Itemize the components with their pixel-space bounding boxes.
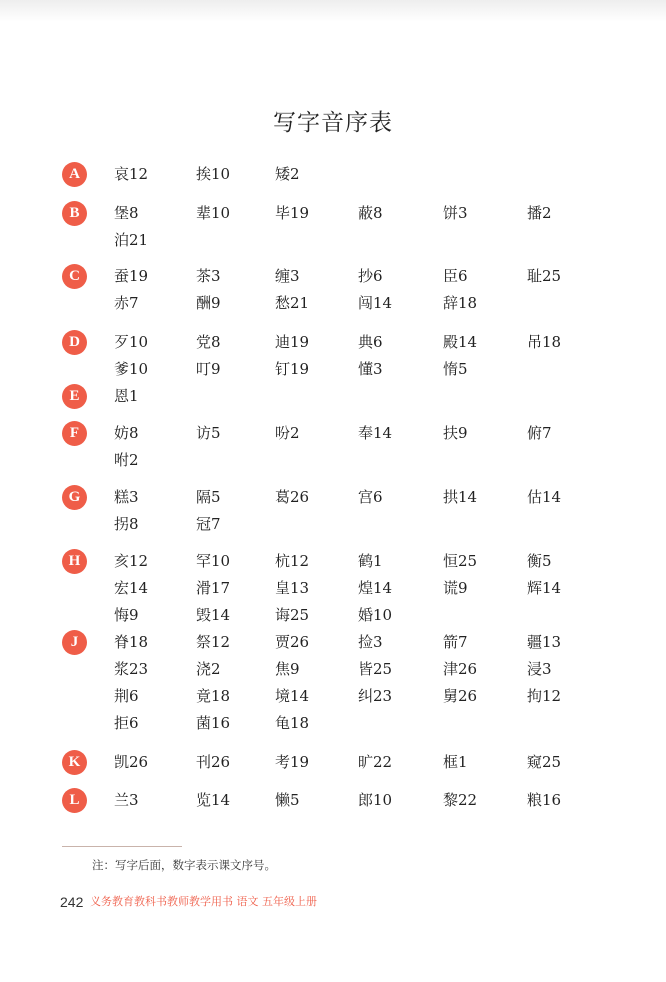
character-entry: 臣6 (443, 267, 468, 285)
character-entry: 抄6 (358, 267, 383, 285)
character-entry: 歹10 (114, 333, 149, 351)
character-entry: 窥25 (527, 753, 562, 771)
character-entry: 津26 (443, 660, 478, 678)
character-entry: 皇13 (275, 579, 310, 597)
character-entry: 咐2 (114, 451, 139, 469)
character-entry: 旷22 (358, 753, 393, 771)
character-entry: 泊21 (114, 231, 149, 249)
character-entry: 考19 (275, 753, 310, 771)
letter-badge-j: J (62, 630, 87, 655)
character-entry: 俯7 (527, 424, 552, 442)
character-entry: 典6 (358, 333, 383, 351)
letter-badge-h: H (62, 549, 87, 574)
book-title: 义务教育教科书教师教学用书 语文 五年级上册 (90, 895, 317, 908)
character-entry: 惰5 (443, 360, 468, 378)
character-entry: 懒5 (275, 791, 300, 809)
character-entry: 耻25 (527, 267, 562, 285)
letter-badge-e: E (62, 384, 87, 409)
character-entry: 脊18 (114, 633, 149, 651)
character-entry: 酬9 (196, 294, 221, 312)
character-entry: 浆23 (114, 660, 149, 678)
footnote: 注：写字后面，数字表示课文序号。 (92, 858, 276, 872)
character-entry: 叮9 (196, 360, 221, 378)
character-entry: 宏14 (114, 579, 149, 597)
character-entry: 拐8 (114, 515, 139, 533)
character-entry: 浇2 (196, 660, 221, 678)
character-entry: 毁14 (196, 606, 231, 624)
character-entry: 菌16 (196, 714, 231, 732)
character-entry: 钉19 (275, 360, 310, 378)
character-entry: 祭12 (196, 633, 231, 651)
character-entry: 恩1 (114, 387, 139, 405)
letter-badge-f: F (62, 421, 87, 446)
character-entry: 缠3 (275, 267, 300, 285)
character-entry: 粮16 (527, 791, 562, 809)
character-entry: 杭12 (275, 552, 310, 570)
letter-badge-b: B (62, 201, 87, 226)
character-entry: 悔9 (114, 606, 139, 624)
footnote-rule (62, 846, 182, 847)
character-entry: 愁21 (275, 294, 310, 312)
character-entry: 毕19 (275, 204, 310, 222)
character-entry: 纠23 (358, 687, 393, 705)
character-entry: 贾26 (275, 633, 310, 651)
character-entry: 吊18 (527, 333, 562, 351)
character-entry: 览14 (196, 791, 231, 809)
character-entry: 捡3 (358, 633, 383, 651)
character-entry: 衡5 (527, 552, 552, 570)
character-entry: 拘12 (527, 687, 562, 705)
page-title: 写字音序表 (273, 110, 393, 136)
character-entry: 蔽8 (358, 204, 383, 222)
character-entry: 滑17 (196, 579, 231, 597)
character-entry: 奉14 (358, 424, 393, 442)
character-entry: 茶3 (196, 267, 221, 285)
character-entry: 糕3 (114, 488, 139, 506)
character-entry: 吩2 (275, 424, 300, 442)
character-entry: 拱14 (443, 488, 478, 506)
character-entry: 煌14 (358, 579, 393, 597)
character-entry: 扶9 (443, 424, 468, 442)
letter-badge-a: A (62, 162, 87, 187)
character-entry: 婚10 (358, 606, 393, 624)
character-entry: 黎22 (443, 791, 478, 809)
character-entry: 辞18 (443, 294, 478, 312)
character-entry: 浸3 (527, 660, 552, 678)
character-entry: 皆25 (358, 660, 393, 678)
character-entry: 葛26 (275, 488, 310, 506)
character-entry: 哀12 (114, 165, 149, 183)
character-entry: 饼3 (443, 204, 468, 222)
character-entry: 赤7 (114, 294, 139, 312)
character-entry: 党8 (196, 333, 221, 351)
character-entry: 冠7 (196, 515, 221, 533)
character-entry: 访5 (196, 424, 221, 442)
character-entry: 迪19 (275, 333, 310, 351)
page-number: 242 (60, 894, 84, 910)
character-entry: 闯14 (358, 294, 393, 312)
page-top-shadow (0, 0, 666, 22)
letter-badge-k: K (62, 750, 87, 775)
character-entry: 框1 (443, 753, 468, 771)
character-entry: 堡8 (114, 204, 139, 222)
character-entry: 罕10 (196, 552, 231, 570)
character-entry: 爹10 (114, 360, 149, 378)
character-entry: 箭7 (443, 633, 468, 651)
letter-badge-c: C (62, 264, 87, 289)
character-entry: 懂3 (358, 360, 383, 378)
letter-badge-l: L (62, 788, 87, 813)
character-entry: 兰3 (114, 791, 139, 809)
character-entry: 亥12 (114, 552, 149, 570)
character-entry: 焦9 (275, 660, 300, 678)
character-entry: 凯26 (114, 753, 149, 771)
character-entry: 荆6 (114, 687, 139, 705)
character-entry: 宫6 (358, 488, 383, 506)
character-entry: 妨8 (114, 424, 139, 442)
character-entry: 疆13 (527, 633, 562, 651)
character-entry: 龟18 (275, 714, 310, 732)
character-entry: 蚕19 (114, 267, 149, 285)
character-entry: 播2 (527, 204, 552, 222)
character-entry: 郎10 (358, 791, 393, 809)
character-entry: 矮2 (275, 165, 300, 183)
letter-badge-g: G (62, 485, 87, 510)
character-entry: 鹤1 (358, 552, 383, 570)
character-entry: 殿14 (443, 333, 478, 351)
character-entry: 辈10 (196, 204, 231, 222)
letter-badge-d: D (62, 330, 87, 355)
character-entry: 谎9 (443, 579, 468, 597)
character-entry: 竟18 (196, 687, 231, 705)
character-entry: 估14 (527, 488, 562, 506)
character-entry: 隔5 (196, 488, 221, 506)
character-entry: 舅26 (443, 687, 478, 705)
character-entry: 拒6 (114, 714, 139, 732)
character-entry: 境14 (275, 687, 310, 705)
character-entry: 挨10 (196, 165, 231, 183)
character-entry: 恒25 (443, 552, 478, 570)
character-entry: 刊26 (196, 753, 231, 771)
character-entry: 诲25 (275, 606, 310, 624)
character-entry: 辉14 (527, 579, 562, 597)
